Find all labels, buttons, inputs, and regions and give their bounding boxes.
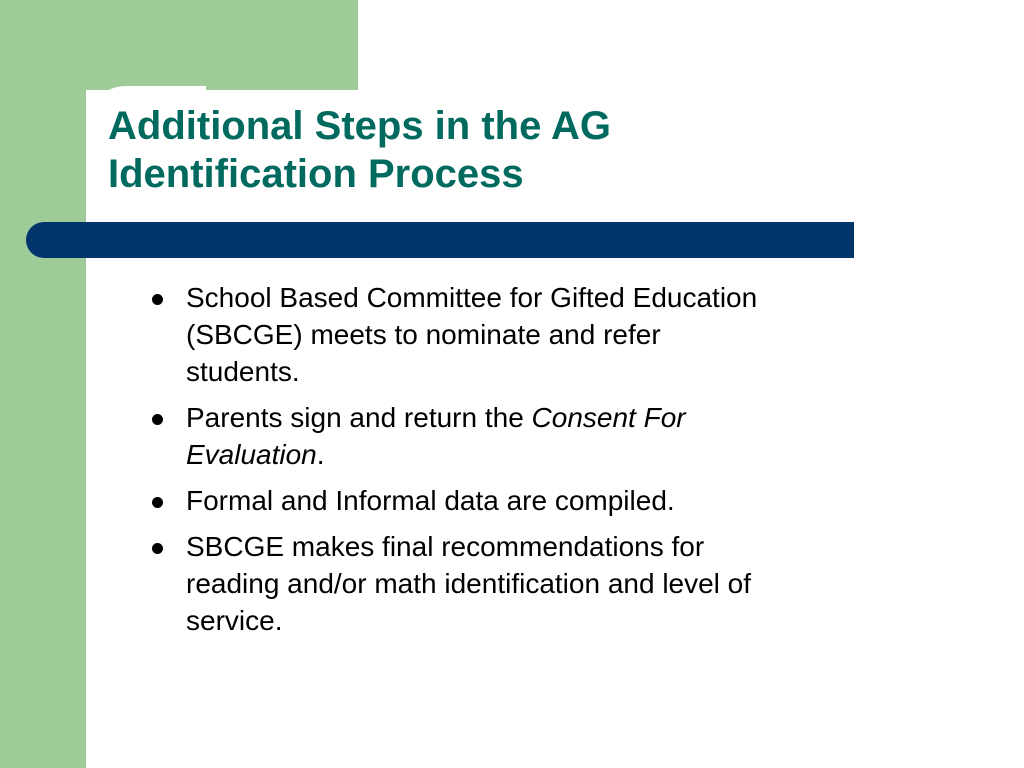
slide-title-line-1: Additional Steps in the AG <box>108 104 611 148</box>
bullet-text-line: SBCGE makes final recommendations for <box>186 531 705 562</box>
bullet-dot-icon <box>152 414 163 425</box>
slide-title <box>108 102 828 198</box>
bullet-dot-icon <box>152 543 163 554</box>
slide-title-line-2: Identification Process <box>108 152 524 196</box>
bullet-text-line: service. <box>186 605 283 636</box>
bullet-item <box>148 279 908 390</box>
decorative-title-underline-bar <box>26 222 854 258</box>
bullet-dot-icon <box>152 294 163 305</box>
bullet-item <box>148 482 908 519</box>
bullet-text-line <box>186 399 908 436</box>
document-title-italic: Evaluation <box>186 439 317 470</box>
bullet-text-line: School Based Committee for Gifted Education <box>186 282 758 313</box>
document-title-italic: Consent For <box>531 402 686 433</box>
bullet-text: Parents sign and return the <box>186 402 532 433</box>
decorative-green-left-band <box>0 0 86 768</box>
bullet-text-line: reading and/or math identification and level of <box>186 568 752 599</box>
bullet-item <box>148 399 908 473</box>
bullet-text-line: (SBCGE) meets to nominate and refer <box>186 319 661 350</box>
bullet-dot-icon <box>152 497 163 508</box>
bullet-item <box>148 528 908 639</box>
bullet-text-line <box>186 436 908 473</box>
bullet-text-line: Formal and Informal data are compiled. <box>186 485 675 516</box>
bullet-text: . <box>316 439 325 470</box>
bullet-list <box>148 279 908 648</box>
bullet-text-line: students. <box>186 356 300 387</box>
